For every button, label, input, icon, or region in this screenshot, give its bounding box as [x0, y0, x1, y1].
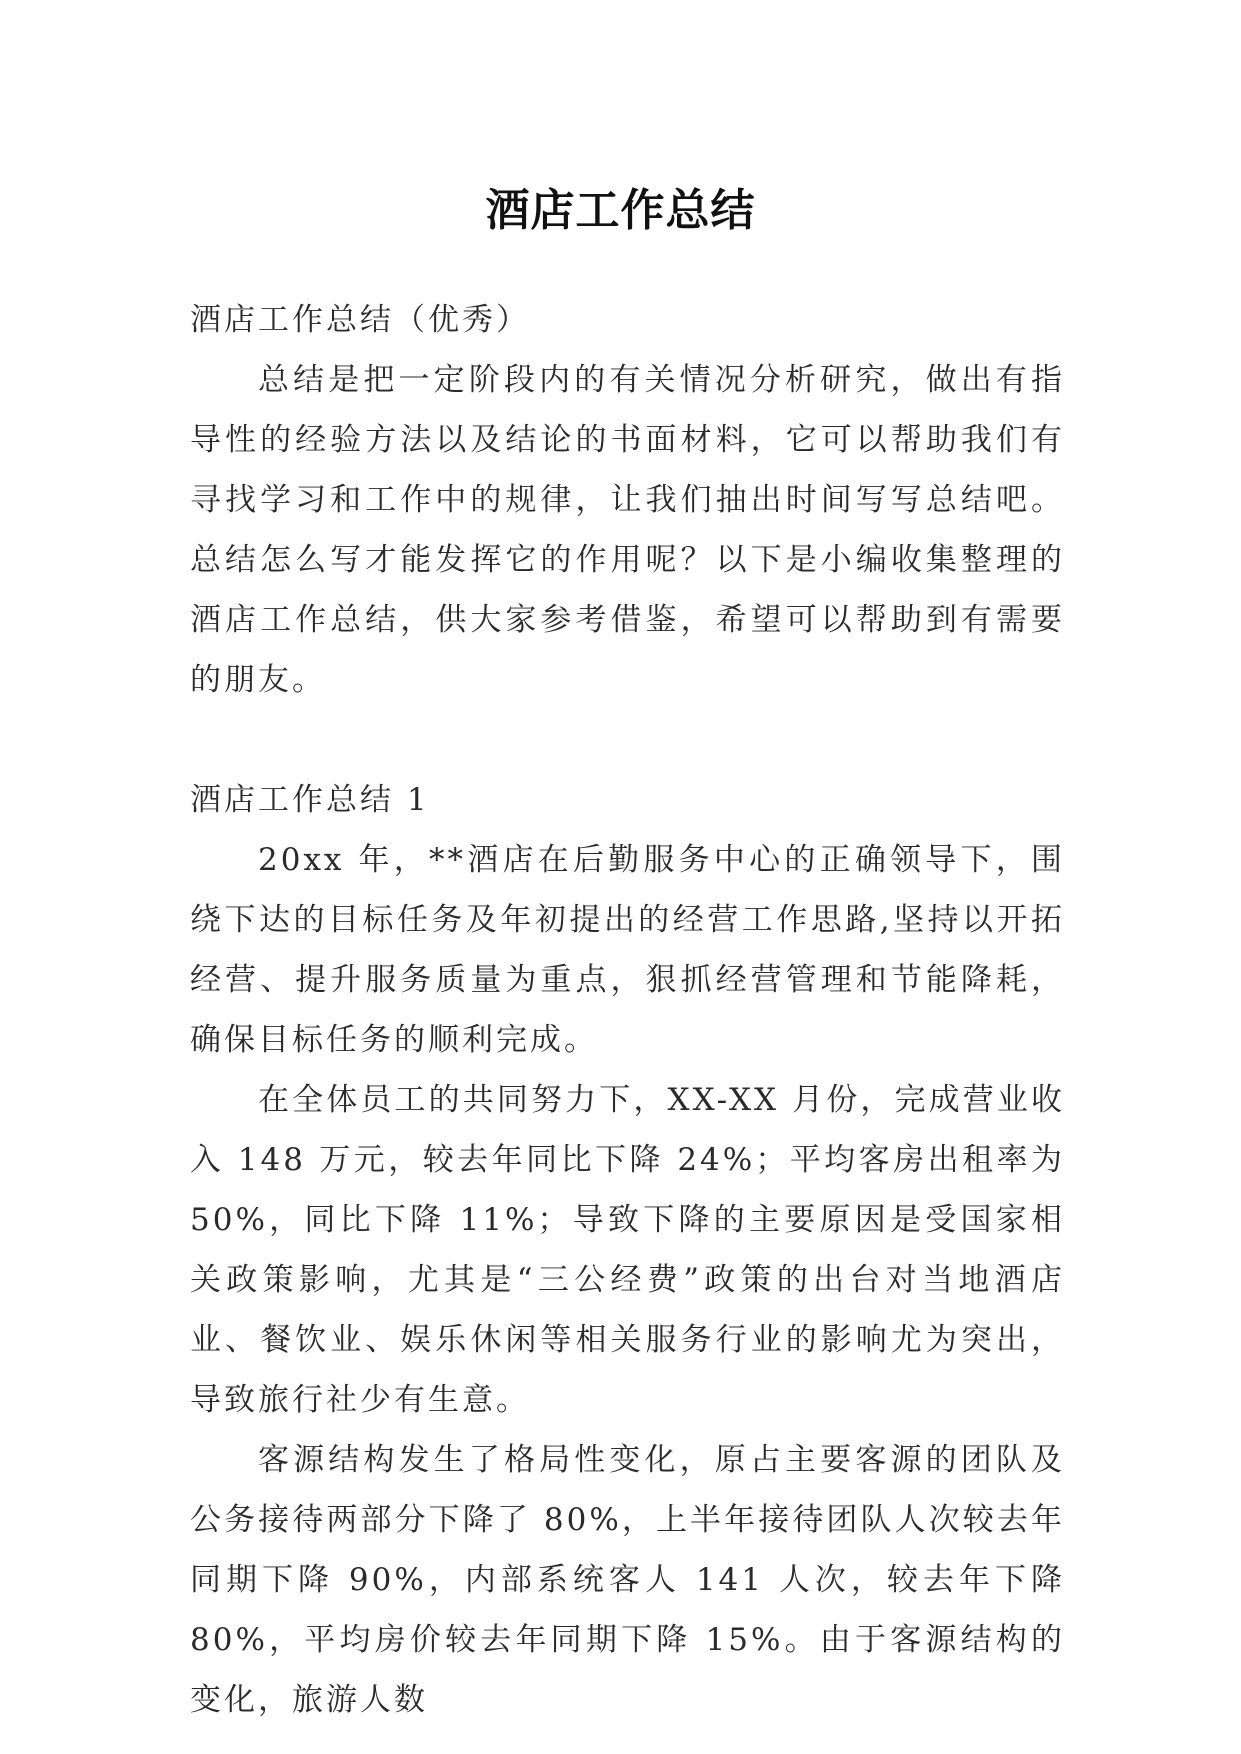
document-title: 酒店工作总结	[485, 185, 756, 237]
paragraph: 20xx 年，**酒店在后勤服务中心的正确领导下，围绕下达的目标任务及年初提出的经营工作思路,坚持以开拓经营、提升服务质量为重点，狠抓经营管理和节能降耗，确保目标任务的顺利完成。	[190, 842, 1065, 1058]
section-heading: 酒店工作总结（优秀）	[190, 302, 530, 338]
paragraph: 客源结构发生了格局性变化，原占主要客源的团队及公务接待两部分下降了 80%，上半年接待团队人次较去年同期下降 90%，内部系统客人 141 人次，较去年下降 80%，平均房价较去年同期下降 15%。由于客源结构的变化，旅游人数	[190, 1442, 1065, 1718]
paragraph: 总结是把一定阶段内的有关情况分析研究，做出有指导性的经验方法以及结论的书面材料，它可以帮助我们有寻找学习和工作中的规律，让我们抽出时间写写总结吧。总结怎么写才能发挥它的作用呢？以下是小编收集整理的酒店工作总结，供大家参考借鉴，希望可以帮助到有需要的朋友。	[190, 362, 1065, 698]
section-heading: 酒店工作总结 1	[190, 782, 430, 818]
section-summary-1	[190, 770, 1065, 1730]
document-body	[190, 290, 1065, 1730]
paragraph: 在全体员工的共同努力下，XX-XX 月份，完成营业收入 148 万元，较去年同比下降 24%；平均客房出租率为 50%，同比下降 11%；导致下降的主要原因是受国家相关政策影响，尤其是“三公经费”政策的出台对当地酒店业、餐饮业、娱乐休闲等相关服务行业的影响尤为突出，导致旅行社少有生意。	[190, 1082, 1065, 1418]
section-intro	[190, 290, 1065, 710]
